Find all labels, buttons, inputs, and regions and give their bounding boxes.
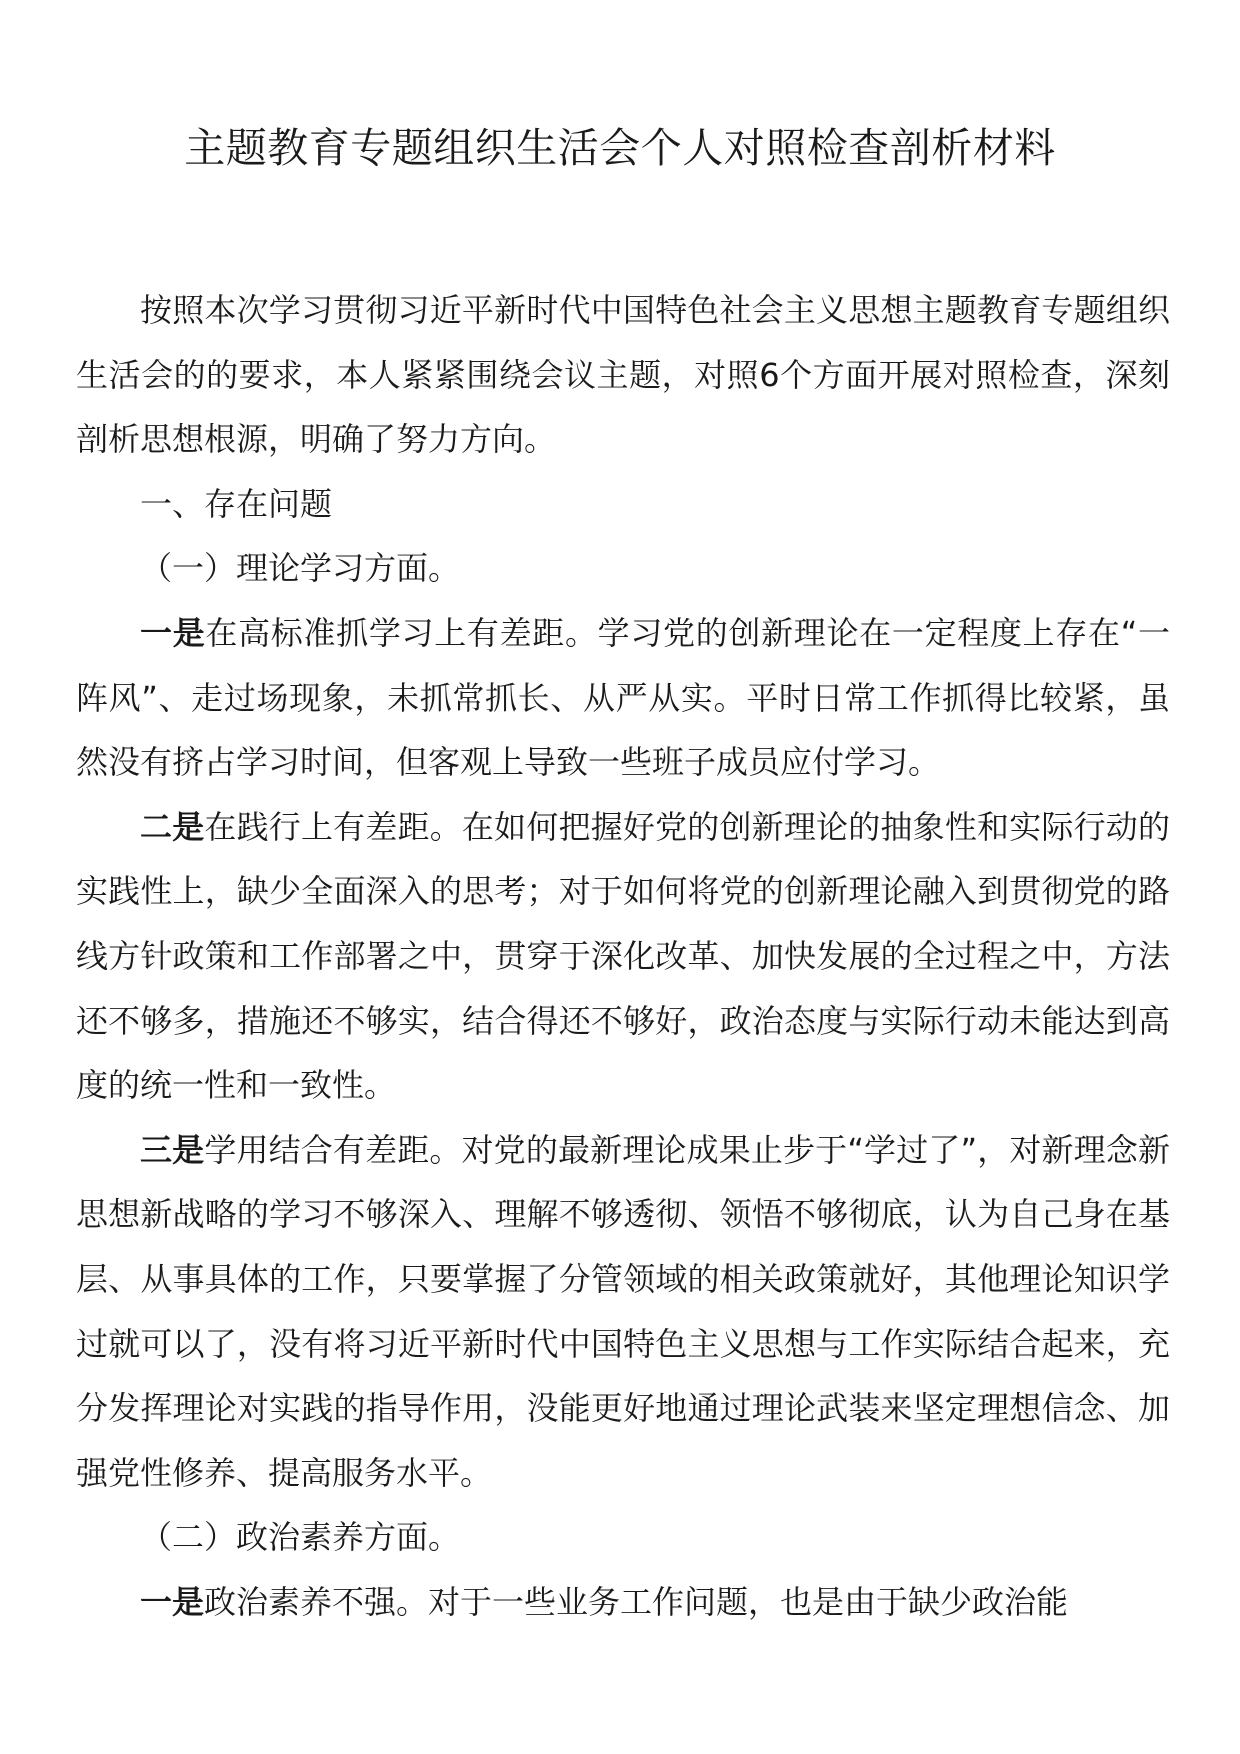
political-item-1 xyxy=(76,1570,1170,1635)
item-text: 政治素养不强。对于一些业务工作问题，也是由于缺少政治能 xyxy=(204,1582,1069,1621)
item-lead-label: 一是 xyxy=(140,613,206,652)
item-lead-label: 三是 xyxy=(140,1130,205,1169)
theory-item-3 xyxy=(76,1118,1170,1506)
item-text: 学用结合有差距。对党的最新理论成果止步于“学过了”，对新理念新思想新战略的学习不够深入、理解不够透彻、领悟不够彻底，认为自己身在基层、从事具体的工作，只要掌握了分管领域的相关政策就好，其他理论知识学过就可以了，没有将习近平新时代中国特色主义思想与工作实际结合起来，充分发挥理论对实践的指导作用，没能更好地通过理论武装来坚定理想信念、加强党性修养、提高服务水平。 xyxy=(76,1130,1170,1492)
item-lead-label: 二是 xyxy=(140,807,205,846)
document-body xyxy=(76,278,1170,1634)
item-text: 在践行上有差距。在如何把握好党的创新理论的抽象性和实际行动的实践性上，缺少全面深入的思考；对于如何将党的创新理论融入到贯彻党的路线方针政策和工作部署之中，贯穿于深化改革、加快发展的全过程之中，方法还不够多，措施还不够实，结合得还不够好，政治态度与实际行动未能达到高度的统一性和一致性。 xyxy=(76,807,1170,1105)
theory-item-1 xyxy=(76,601,1170,795)
item-text: 在高标准抓学习上有差距。学习党的创新理论在一定程度上存在“一阵风”、走过场现象，未抓常抓长、从严从实。平时日常工作抓得比较紧，虽然没有挤占学习时间，但客观上导致一些班子成员应付学习。 xyxy=(76,613,1170,782)
section-heading-problems: 一、存在问题 xyxy=(140,484,333,523)
subsection-heading-political-literacy: （二）政治素养方面。 xyxy=(140,1518,461,1557)
subsection-heading-theory-study: （一）理论学习方面。 xyxy=(140,549,461,588)
item-lead-label: 一是 xyxy=(140,1582,205,1621)
theory-item-2 xyxy=(76,795,1170,1118)
intro-paragraph: 按照本次学习贯彻习近平新时代中国特色社会主义思想主题教育专题组织生活会的的要求，本人紧紧围绕会议主题，对照6个方面开展对照检查，深刻剖析思想根源，明确了努力方向。 xyxy=(76,291,1170,459)
document-title: 主题教育专题组织生活会个人对照检查剖析材料 xyxy=(184,124,1056,172)
